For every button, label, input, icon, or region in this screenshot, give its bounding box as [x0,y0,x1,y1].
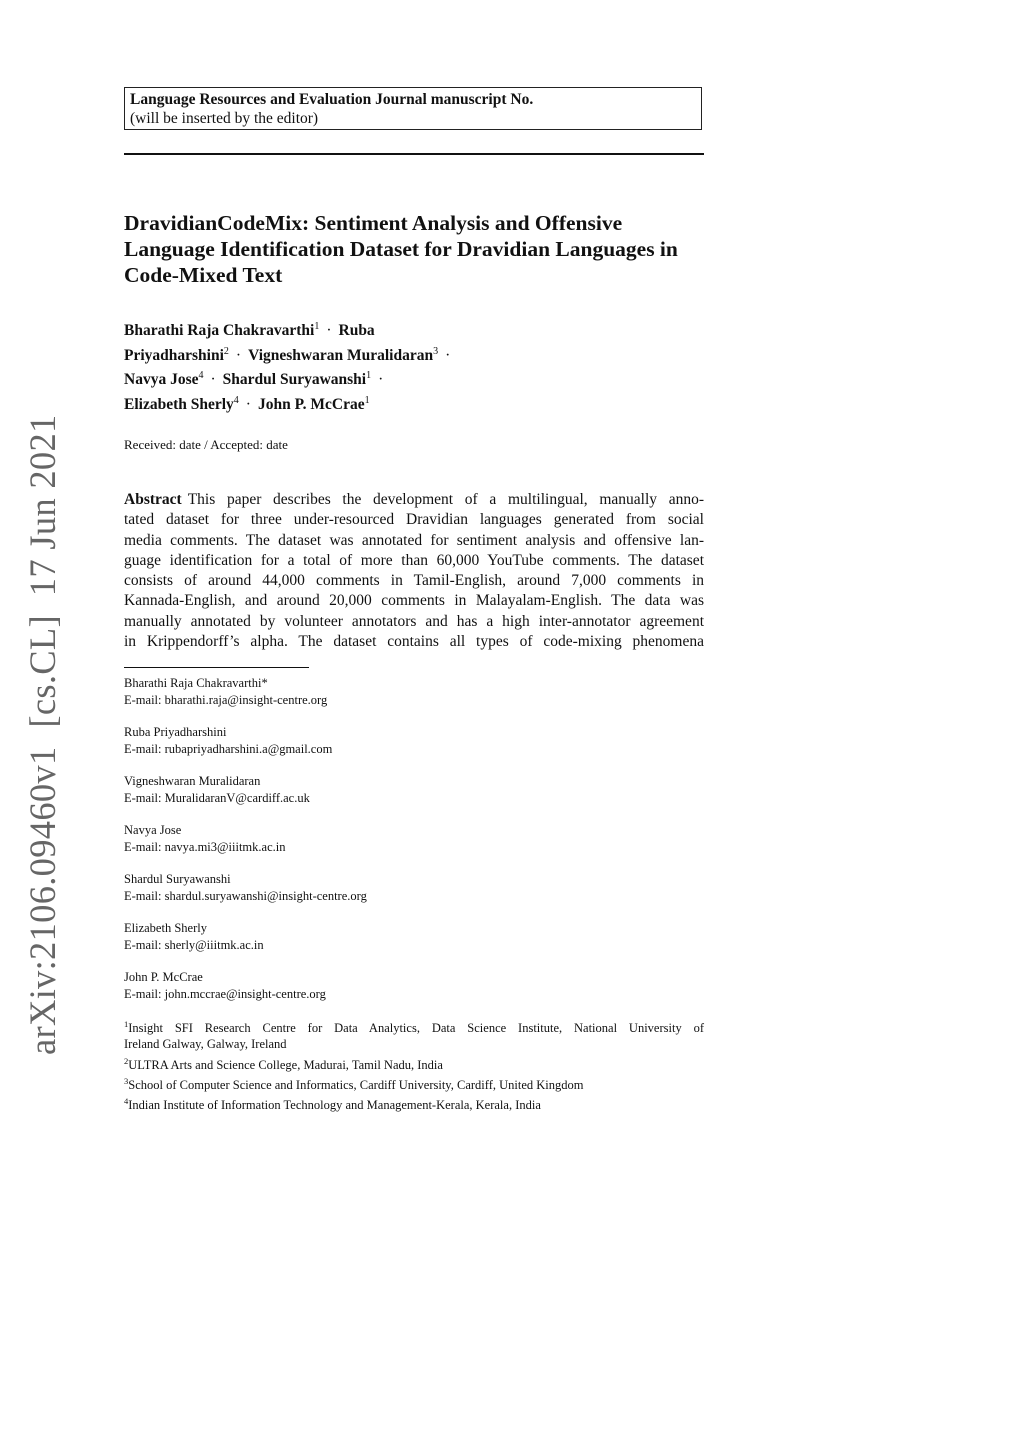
affiliation-number: 4 [124,1096,129,1107]
contact-name: Bharathi Raja Chakravarthi* [124,676,268,690]
contact-name: Vigneshwaran Muralidaran [124,774,261,788]
author-separator: · [210,371,216,388]
abstract-text: This paper describes the development of a multilingual, manually anno- [187,491,704,508]
abstract-line: media comments. The dataset was annotated for sentiment analysis and offensive lan- [124,531,704,549]
affiliation-line [124,1073,704,1093]
affiliation-mark: 2 [223,345,229,357]
author-name: Navya Jose [124,371,199,388]
author-line-3 [124,366,724,391]
affiliations [124,1016,704,1113]
affiliation-mark: 1 [314,321,320,332]
affiliation-number: 3 [124,1075,129,1086]
author-line-4 [124,391,724,416]
author-separator: · [378,371,384,388]
author-separator: · [326,322,332,339]
contact-entry [124,871,704,904]
author-separator: · [445,346,451,364]
contact-email: E-mail: shardul.suryawanshi@insight-centre.org [124,888,367,903]
contact-email: E-mail: rubapriyadharshini.a@gmail.com [124,741,333,756]
abstract-line: consists of around 44,000 comments in Tamil-English, around 7,000 comments in [124,572,704,590]
abstract-line: manually annotated by volunteer annotators and has a high inter-annotator agreement [124,612,704,630]
title-line-1: DravidianCodeMix: Sentiment Analysis and Offensive [124,211,623,235]
arxiv-identifier: arXiv:2106.09460v1 [cs.CL] 17 Jun 2021 [22,414,63,1055]
contact-email: E-mail: navya.mi3@iiitmk.ac.in [124,839,286,854]
abstract-line [124,490,704,510]
received-date: Received: date / Accepted: date [124,437,288,452]
contact-email: E-mail: MuralidaranV@cardiff.ac.uk [124,790,310,805]
journal-name: Language Resources and Evaluation Journal manuscript No. [130,91,534,108]
author-name: John P. McCrae [257,395,365,413]
affiliation-text: Indian Institute of Information Technology and Management-Kerala, Kerala, India [128,1098,541,1113]
affiliation-mark: 4 [233,394,239,406]
abstract-line: Kannada-English, and around 20,000 comments in Malayalam-English. The data was [124,592,704,610]
contact-email: E-mail: john.mccrae@insight-centre.org [124,986,326,1001]
header-rule [124,153,704,155]
contact-name: Navya Jose [124,823,182,837]
title-line-3: Code-Mixed Text [124,263,283,287]
author-line-1 [124,317,724,342]
contact-email: E-mail: bharathi.raja@insight-centre.org [124,692,328,707]
contact-name: John P. McCrae [124,970,203,984]
title-line-2: Language Identification Dataset for Dravidian Languages in [124,237,678,261]
abstract-line: tated dataset for three under-resourced Dravidian languages generated from social [124,511,704,529]
author-name: Elizabeth Sherly [124,395,234,413]
author-name: Priyadharshini [124,346,224,364]
abstract [124,490,704,652]
affiliation-mark: 1 [364,394,370,406]
journal-header-box [124,87,702,130]
affiliation-text: School of Computer Science and Informatics, Cardiff University, Cardiff, United Kingdom [128,1077,584,1092]
affiliation-line [124,1053,704,1073]
contact-email: E-mail: sherly@iiitmk.ac.in [124,937,264,952]
affiliation-mark: 1 [366,370,372,381]
author-name: Ruba [338,322,375,339]
footnote-rule [124,667,309,668]
affiliation-mark: 4 [198,370,204,381]
contact-entry [124,969,704,1002]
author-separator: · [245,395,251,413]
affiliation-number: 2 [124,1055,129,1066]
affiliation-line: Ireland Galway, Galway, Ireland [124,1037,287,1052]
affiliation-line [124,1093,704,1113]
contact-entry [124,773,704,806]
contact-entry [124,675,704,708]
abstract-line: in Krippendorff’s alpha. The dataset contains all types of code-mixing phenomena [124,633,704,651]
contact-name: Elizabeth Sherly [124,921,207,935]
affiliation-text: Insight SFI Research Centre for Data Analytics, Data Science Institute, National University of [128,1021,704,1035]
editor-note: (will be inserted by the editor) [130,110,319,127]
author-name: Shardul Suryawanshi [222,371,367,388]
affiliation-number: 1 [124,1019,129,1029]
contact-entry [124,920,704,953]
author-list [124,317,724,415]
author-name: Bharathi Raja Chakravarthi [124,322,315,339]
contact-entry [124,724,704,757]
author-contacts [124,675,704,1018]
author-separator: · [235,346,242,364]
paper-title [124,210,724,288]
author-line-2 [124,342,724,367]
contact-name: Ruba Priyadharshini [124,725,227,739]
author-name: Vigneshwaran Muralidaran [248,346,434,364]
abstract-line: guage identification for a total of more than 60,000 YouTube comments. The dataset [124,551,704,569]
affiliation-mark: 3 [433,345,439,357]
affiliation-line [124,1016,704,1036]
abstract-label: Abstract [124,491,182,508]
contact-name: Shardul Suryawanshi [124,872,231,886]
contact-entry [124,822,704,855]
affiliation-text: ULTRA Arts and Science College, Madurai, Tamil Nadu, India [128,1057,443,1072]
